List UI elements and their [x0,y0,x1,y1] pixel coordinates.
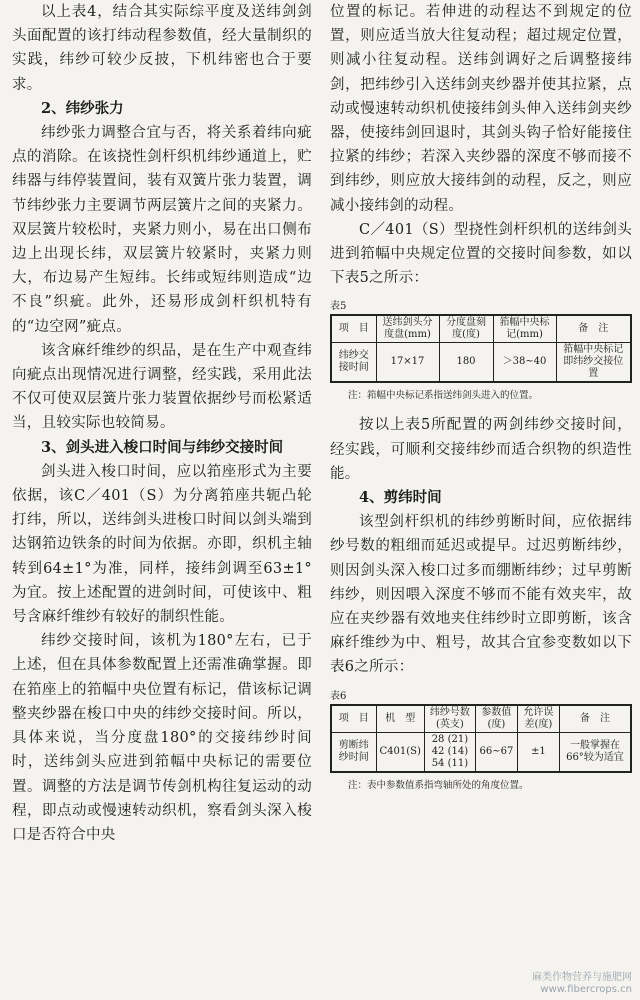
paragraph-adjust-method: 位置的标记。若伸进的动程达不到规定的位置，则应适当放大往复动程；超过规定位置，则减小往复动程。送纬剑调好之后调整接纬剑，把纬纱引入送纬剑夹纱器并使其拉紧，点动或慢速转动织机使接纬剑头伸入送纬剑夹纱器，使接纬剑回退时，其剑头钩子恰好能接住拉紧的纬纱；若深入夹纱器的深度不够而接不到纬纱，则应放大接纬剑的动程，反之，则应减小接纬剑的动程。 [330,4,632,214]
table6-header-row [331,705,631,733]
right-column [330,0,632,803]
table-cell: 一般掌握在66°较为适宜 [559,732,631,772]
table-header-cell: 备 注 [559,705,631,733]
heading-weft-tension: 2、纬纱张力 [41,99,124,117]
paragraph-rapier-entry: 剑头进入梭口时间，应以筘座形式为主要依据，该C／401（S）为分离筘座共轭凸轮打纬，所以，送纬剑头进梭口时间以剑头端到达钢筘边铁条的时间为依据。亦即，织机主轴转到64±1°为准，同样，接纬剑调至63±1°为宜。按上述配置的进剑时间，可使该中、粗号含麻纤维纱有较好的制织性能。 [12,463,312,626]
table5 [330,314,632,383]
table-cell: C401(S) [376,732,424,772]
table-header-cell: 机 型 [376,705,424,733]
table5-header-row [331,315,631,343]
table-header-cell: 参数值(度) [475,705,517,733]
table6 [330,704,632,773]
paragraph-weft-tension: 纬纱张力调整合宜与否，将关系着纬向疵点的消除。在该挠性剑杆织机纬纱通道上，贮纬器与纬停装置间，装有双簧片张力装置，调节纬纱张力主要调节两层簧片之间的夹紧力。双层簧片较松时，夹紧力则小，易在出口侧布边上出现长纬，双层簧片较紧时，夹紧力则大，布边易产生短纬。长纬或短纬则造成“边不良”织疵。此外，还易形成剑杆织机特有的“边空网”疵点。 [12,125,312,335]
table-cell: ＞38~40 [493,343,556,383]
table-row [331,732,631,772]
table-cell: 180 [439,343,493,383]
table-header-cell: 项 目 [331,315,376,343]
paragraph-practice-note: 该含麻纤维纱的织品，是在生产中观查纬向疵点出现情况进行调整，经实践，采用此法不仅可使双层簧片张力装置依据纱号而松紧适当，且较实际也较简易。 [12,342,312,432]
heading-rapier-timing: 3、剑头进入梭口时间与纬纱交接时间 [41,438,284,456]
table-cell: 纬纱交接时间 [331,343,376,383]
table-cell: 28 (21) 42 (14) 54 (11) [424,732,475,772]
paragraph-table5-intro: C／401（S）型挠性剑杆织机的送纬剑头进到筘幅中央规定位置的交接时间参数，如以下表5之所示： [330,221,632,287]
watermark-url: www.fibercrops.cn [540,984,632,995]
table-cell: 66~67 [475,732,517,772]
table-cell: 筘幅中央标记即纬纱交接位置 [556,343,631,383]
table-header-cell: 项 目 [331,705,376,733]
table-cell: 17×17 [376,343,439,383]
table-header-cell: 纬纱号数(英支) [424,705,475,733]
paragraph-table4-summary: 以上表4，结合其实际综平度及送纬剑剑头面配置的该打纬动程参数值，经大量制织的实践，纬纱可较少反披，下机纬密也合于要求。 [12,4,312,93]
left-column [12,0,312,847]
table-header-cell: 送纬剑头分度盘(mm) [376,315,439,343]
table-header-cell: 允许误差(度) [517,705,559,733]
watermark-title: 麻类作物营养与施肥网 [532,972,632,983]
paragraph-table5-result: 按以上表5所配置的两剑纬纱交接时间，经实践，可顺利交接纬纱而适合织物的织造性能。 [330,417,632,482]
table5-note: 注：筘幅中央标记系指送纬剑头进入的位置。 [348,390,539,402]
table-cell: 剪断纬纱时间 [331,732,376,772]
table-header-cell: 分度盘刻度(度) [439,315,493,343]
table-header-cell: 筘幅中央标记(mm) [493,315,556,343]
paragraph-weft-cutting: 该型剑杆织机的纬纱剪断时间，应依据纬纱号数的粗细而延迟或提早。过迟剪断纬纱，则因剑头深入梭口过多而绷断纬纱；过早剪断纬纱，则因喂入深度不够而不能有效夹牢，故应在夹纱器有效地夹住纬纱时立即剪断，该含麻纤维纱为中、粗号，故其合宜参变数如以下表6之所示： [330,514,632,676]
table-row [331,343,631,383]
table6-note: 注：表中参数值系指弯轴所处的角度位置。 [348,779,529,791]
heading-weft-cutting: 4、剪纬时间 [359,489,442,507]
paragraph-transfer-time: 纬纱交接时间，该机为180°左右，已于上述，但在具体参数配置上还需准确掌握。即在筘座上的筘幅中央位置有标记，借该标记调整夹纱器在梭口中央的纬纱交接时间。所以，具体来说，当分度盘180°的交接纬纱时间时，送纬剑头应进到筘幅中央标记的需要位置。调整的方法是调节传剑机构往复运动的动程，即点动或慢速转动织机，察看剑头深入梭口是否符合中央 [12,633,312,843]
table-cell: ±1 [517,732,559,772]
site-watermark [532,972,632,996]
table-header-cell: 备 注 [556,315,631,343]
table6-title: 表6 [330,690,347,702]
table5-title: 表5 [330,301,347,313]
